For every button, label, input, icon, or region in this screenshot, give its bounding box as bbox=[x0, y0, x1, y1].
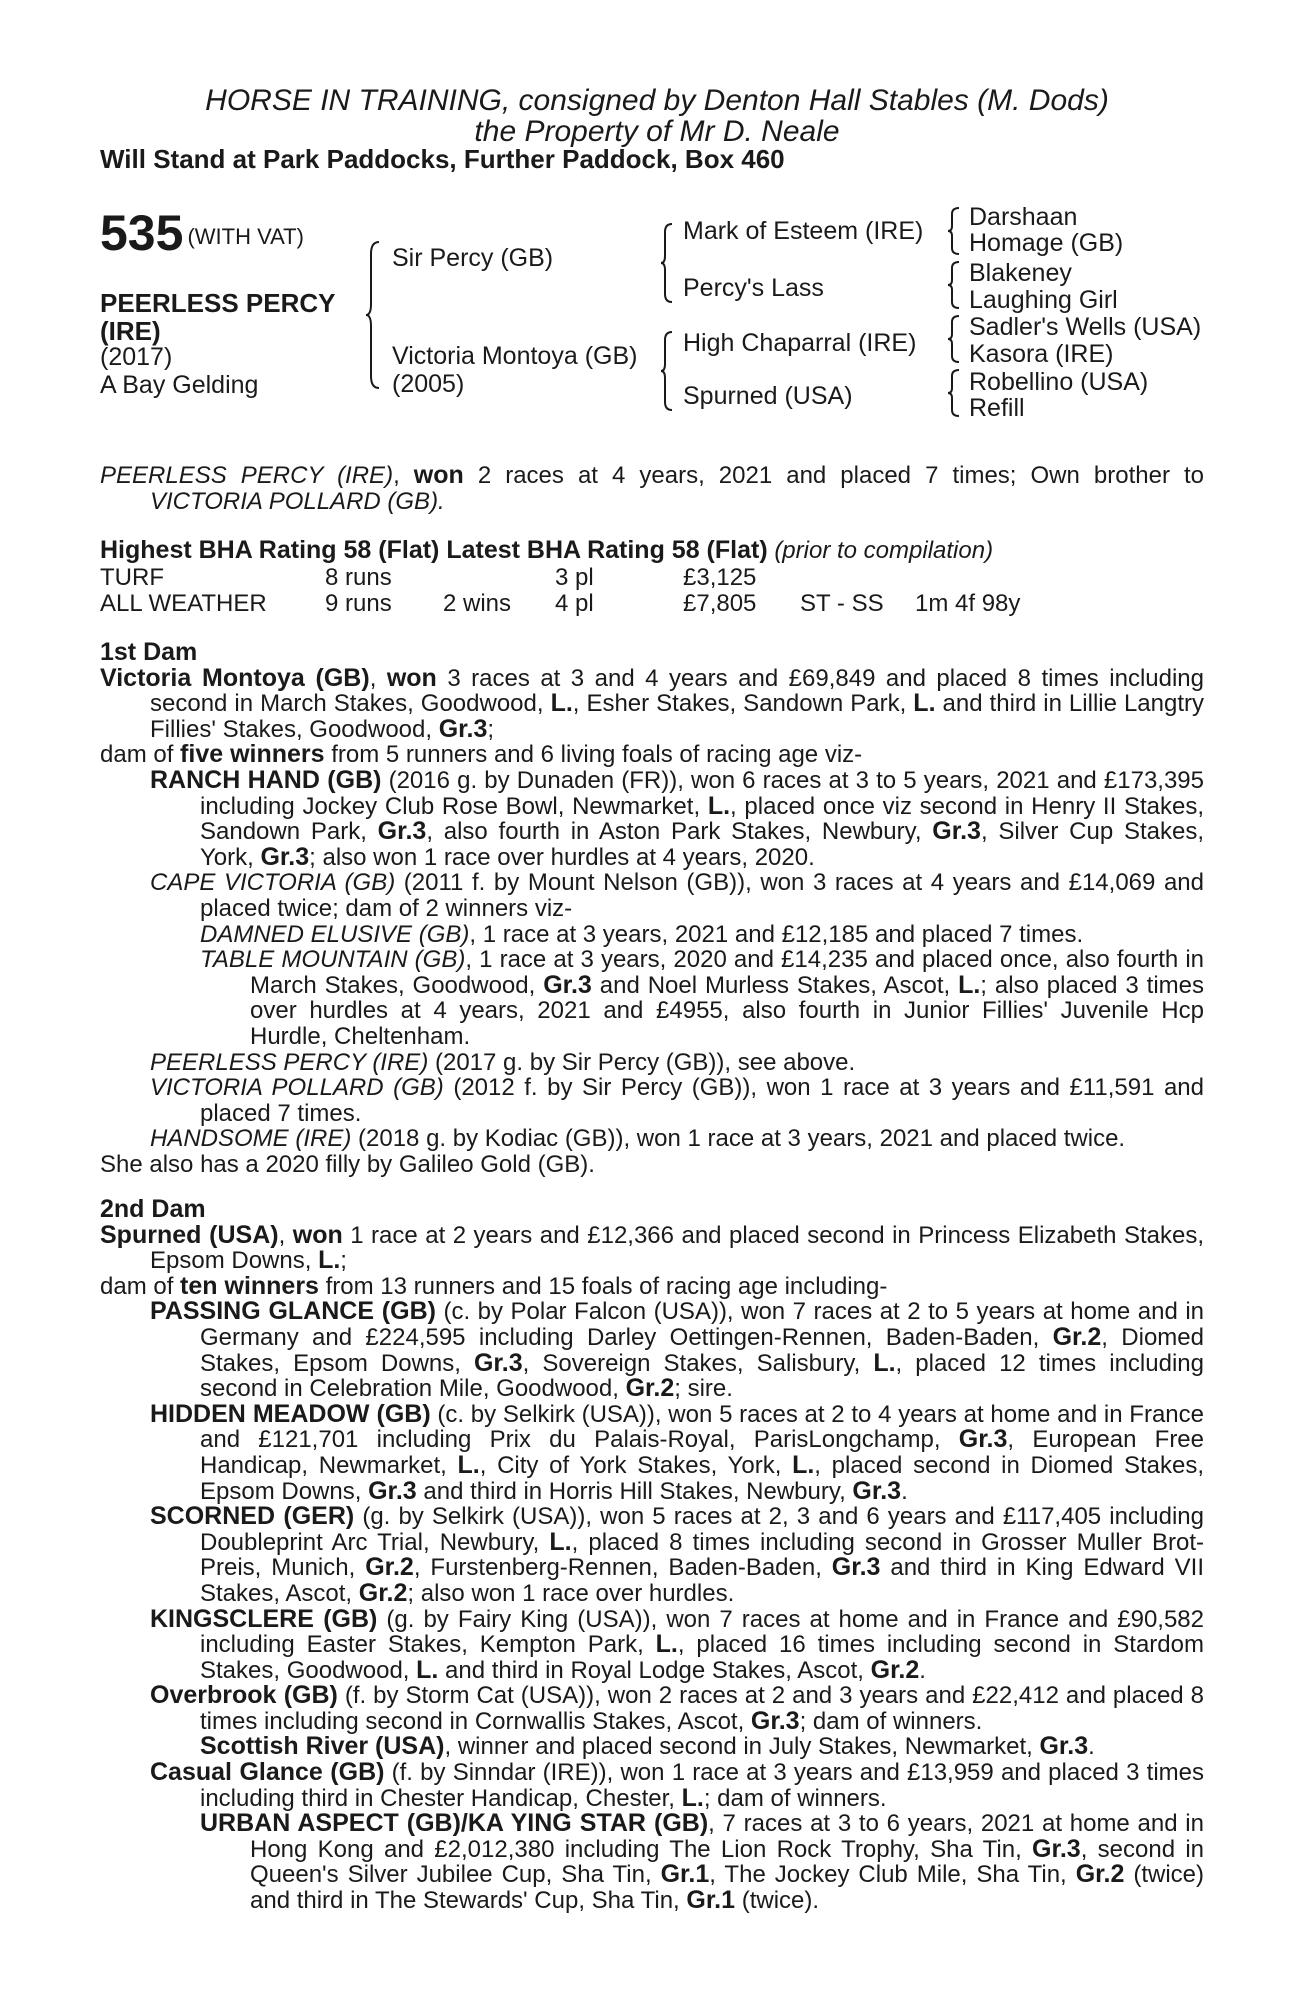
pedigree-g3-4: Laughing Girl bbox=[969, 286, 1118, 314]
first-dam-filly-note: She also has a 2020 filly by Galileo Gold (GB). bbox=[100, 1150, 595, 1178]
first-dam-section bbox=[100, 640, 1204, 1177]
pedigree-brace bbox=[660, 222, 674, 304]
horse-name: PEERLESS PERCY bbox=[100, 288, 336, 318]
pedigree-brace bbox=[947, 260, 961, 310]
list-item: VICTORIA POLLARD (GB) (2012 f. by Sir Percy (GB)), won 1 race at 3 years and £11,591 and placed 7 times. bbox=[150, 1074, 1205, 1127]
property-line: the Property of Mr D. Neale bbox=[474, 115, 840, 148]
race-summary: PEERLESS PERCY (IRE), won 2 races at 4 years, 2021 and placed 7 times; Own brother to VICTORIA POLLARD (GB). bbox=[100, 461, 1204, 515]
pedigree-g3-3: Blakeney bbox=[969, 259, 1072, 287]
pedigree-dam-sire: High Chaparral (IRE) bbox=[683, 329, 917, 357]
horse-year: (2017) bbox=[100, 343, 173, 371]
pedigree-brace bbox=[660, 330, 674, 412]
first-dam-heading: 1st Dam bbox=[100, 638, 198, 666]
list-item: SCORNED (GER) (g. by Selkirk (USA)), won 5 races at 2, 3 and 6 years and £117,405 including Doubleprint Arc Trial, Newbury, L., placed 8 times including second in Grosser Muller Brot-Preis, Munich, Gr.2, Furstenberg-Rennen, Baden-Baden, Gr.3 and third in King Edward VII Stakes, Ascot, Gr.2; also won 1 race over hurdles. bbox=[150, 1502, 1205, 1607]
pedigree-brace bbox=[947, 314, 961, 364]
stand-location: Will Stand at Park Paddocks, Further Paddock, Box 460 bbox=[100, 144, 785, 174]
list-item: Casual Glance (GB) (f. by Sinndar (IRE)), won 1 race at 3 years and £13,959 and placed 3 times including third in Chester Handicap, Chester, L.; dam of winners. bbox=[150, 1758, 1204, 1812]
pedigree-sire-dam: Percy's Lass bbox=[683, 274, 824, 302]
list-item: PASSING GLANCE (GB) (c. by Polar Falcon (USA)), won 7 races at 2 to 5 years at home and in Germany and £224,595 including Darley Oettingen-Rennen, Baden-Baden, Gr.2, Diomed Stakes, Epsom Downs, Gr.3, Sovereign Stakes, Salisbury, L., placed 12 times including second in Celebration Mile, Goodwood, Gr.2; sire. bbox=[150, 1297, 1205, 1403]
lot-number-value: 535 bbox=[100, 205, 184, 261]
pedigree-g3-8: Refill bbox=[969, 394, 1025, 422]
list-item: URBAN ASPECT (GB)/KA YING STAR (GB), 7 races at 3 to 6 years, 2021 at home and in Hong Kong and £2,012,380 including The Lion Rock Trophy, Sha Tin, Gr.3, second in Queen's Silver Jubilee Cup, Sha Tin, Gr.1, The Jockey Club Mile, Sha Tin, Gr.2 (twice) and third in The Stewards' Cup, Sha Tin, Gr.1 (twice). bbox=[200, 1809, 1205, 1915]
first-dam-produce-list bbox=[100, 765, 1205, 1153]
catalogue-page: HORSE IN TRAINING, consigned by Denton Hall Stables (M. Dods) the Property of Mr D. Neale Will Stand at Park Paddocks, Further Paddock, Box 460 535 (WITH VAT) PEERLESS PERCY (IRE) (2017) A Bay Gelding Sir Percy (GB) Victoria Montoya (GB) (2005) Mark of Esteem (IRE) Percy's Lass High Chaparral (IRE) Spurned (USA) Darshaan Homage (GB) Blakeney Laughing Girl Sadler's Wells (USA) Kasora (IRE) Robellino (USA) Refill PEERLESS PERCY (IRE), won 2 races at 4 years, 2021 and placed 7 times; Own brother to VICTORIA POLLARD (GB). Highest BHA Rating 58 (Flat) Latest BHA Rating 58 (Flat) (prior to compilation) TURF 8 runs 3 pl £3,125 ALL WEATHER 9 runs 2 wins 4 pl £7,805 ST - SS 1m 4f 98y 1st Dam Victoria Montoya (GB), won 3 races at 3 and 4 years and £69,849 and placed 8 times including second in March Stakes, Goodwood, L., Esher Stakes, Sandown Park, L. and third in Lillie Langtry Fillies' Stakes, Goodwood, Gr.3; dam of five winners from 5 runners and 6 living foals of racing age viz- RANCH HAND (GB) (2016 g. by Dunaden (FR)), won 6 races at 3 to 5 years, 2021 and £173,395 including Jockey Club Rose Bowl, Newmarket, L., placed once viz second in Henry II Stakes, Sandown Park, Gr.3, also fourth in Aston Park Stakes, Newbury, Gr.3, Silver Cup Stakes, York, Gr.3; also won 1 race over hurdles at 4 years, 2020. CAPE VICTORIA (GB) (2011 f. by Mount Nelson (GB)), won 3 races at 4 years and £14,069 and placed twice; dam of 2 winners viz- DAMNED ELUSIVE (GB), 1 race at 3 years, 2021 and £12,185 and placed 7 times. TABLE MOUNTAIN (GB), 1 race at 3 years, 2020 and £14,235 and placed once, also fourth in March Stakes, Goodwood, Gr.3 and Noel Murless Stakes, Ascot, L.; also placed 3 times over hurdles at 4 years, 2021 and £4955, also fourth in Junior Fillies' Juvenile Hcp Hurdle, Cheltenham. PEERLESS PERCY (IRE) (2017 g. by Sir Percy (GB)), see above. VICTORIA POLLARD (GB) (2012 f. by Sir Percy (GB)), won 1 race at 3 years and £11,591 and placed 7 times. HANDSOME (IRE) (2018 g. by Kodiac (GB)), won 1 race at 3 years, 2021 and placed twice. She also has a 2020 filly by Galileo Gold (GB). 2nd Dam Spurned (USA), won 1 race at 2 years and £12,366 and placed second in Princess Elizabeth Stakes, Epsom Downs, L.; dam of ten winners from 13 runners and 15 foals of racing age including- PASSING GLANCE (GB) (c. by Polar Falcon (USA)), won 7 races at 2 to 5 years at home and in Germany and £224,595 including Darley Oettingen-Rennen, Baden-Baden, Gr.2, Diomed Stakes, Epsom Downs, Gr.3, Sovereign Stakes, Salisbury, L., placed 12 times including second in Celebration Mile, Goodwood, Gr.2; sire. HIDDEN MEADOW (GB) (c. by Selkirk (USA)), won 5 races at 2 to 4 years at home and in France and £121,701 including Prix du Palais-Royal, ParisLongchamp, Gr.3, European Free Handicap, Newmarket, L., City of York Stakes, York, L., placed second in Diomed Stakes, Epsom Downs, Gr.3 and third in Horris Hill Stakes, Newbury, Gr.3. SCORNED (GER) (g. by Selkirk (USA)), won 5 races at 2, 3 and 6 years and £117,405 including Doubleprint Arc Trial, Newbury, L., placed 8 times including second in Grosser Muller Brot-Preis, Munich, Gr.2, Furstenberg-Rennen, Baden-Baden, Gr.3 and third in King Edward VII Stakes, Ascot, Gr.2; also won 1 race over hurdles. KINGSCLERE (GB) (g. by Fairy King (USA)), won 7 races at home and in France and £90,582 including Easter Stakes, Kempton Park, L., placed 16 times including second in Stardom Stakes, Goodwood, L. and third in Royal Lodge Stakes, Ascot, Gr.2. Overbrook (GB) (f. by Storm Cat (USA)), won 2 races at 2 and 3 years and £22,412 and placed 8 times including second in Cornwallis Stakes, Ascot, Gr.3; dam of winners. Scottish River (USA), winner and placed second in July Stakes, Newmarket, Gr.3. Casual Glance (GB) (f. by Sinndar (IRE)), won 1 race at 3 years and £13,959 and placed 3 times including third in Chester Handicap, Chester, L.; dam of winners. URBAN ASPECT (GB)/KA YING STAR (GB), 7 races at 3 to 6 years, 2021 at home and in Hong Kong and £2,012,380 including The Lion Rock Trophy, Sha Tin, Gr.3, second in Queen's Silver Jubilee Cup, Sha Tin, Gr.1, The Jockey Club Mile, Sha Tin, Gr.2 (twice) and third in The Stewards' Cup, Sha Tin, Gr.1 (twice). bbox=[0, 0, 1314, 2000]
list-item: CAPE VICTORIA (GB) (2011 f. by Mount Nelson (GB)), won 3 races at 4 years and £14,069 and placed twice; dam of 2 winners viz- bbox=[150, 869, 1204, 922]
pedigree-dam: Victoria Montoya (GB) bbox=[392, 342, 638, 370]
consignor-line: HORSE IN TRAINING, consigned by Denton Hall Stables (M. Dods) bbox=[205, 84, 1109, 117]
pedigree-brace bbox=[365, 240, 381, 390]
second-dam-record: Spurned (USA), won 1 race at 2 years and £12,366 and placed second in Princess Elizabeth Stakes, Epsom Downs, L.; bbox=[100, 1220, 1204, 1275]
pedigree-sire: Sir Percy (GB) bbox=[392, 244, 554, 272]
pedigree-g3-6: Kasora (IRE) bbox=[969, 340, 1114, 368]
pedigree-brace bbox=[947, 206, 961, 256]
list-item: HIDDEN MEADOW (GB) (c. by Selkirk (USA)), won 5 races at 2 to 4 years at home and in France and £121,701 including Prix du Palais-Royal, ParisLongchamp, Gr.3, European Free Handicap, Newmarket, L., City of York Stakes, York, L., placed second in Diomed Stakes, Epsom Downs, Gr.3 and third in Horris Hill Stakes, Newbury, Gr.3. bbox=[150, 1399, 1205, 1505]
list-item: Scottish River (USA), winner and placed second in July Stakes, Newmarket, Gr.3. bbox=[200, 1732, 1095, 1761]
list-item: PEERLESS PERCY (IRE) (2017 g. by Sir Percy (GB)), see above. bbox=[150, 1048, 856, 1076]
list-item: KINGSCLERE (GB) (g. by Fairy King (USA)), won 7 races at home and in France and £90,582 including Easter Stakes, Kempton Park, L., placed 16 times including second in Stardom Stakes, Goodwood, L. and third in Royal Lodge Stakes, Ascot, Gr.2. bbox=[150, 1604, 1205, 1684]
pedigree-sire-sire: Mark of Esteem (IRE) bbox=[683, 217, 924, 245]
pedigree-brace bbox=[947, 368, 961, 418]
horse-description: A Bay Gelding bbox=[100, 371, 259, 399]
pedigree-g3-1: Darshaan bbox=[969, 203, 1078, 231]
pedigree-dam-year: (2005) bbox=[392, 370, 465, 398]
pedigree-dam-dam: Spurned (USA) bbox=[683, 382, 853, 410]
second-dam-produce-list bbox=[100, 1299, 1204, 1913]
list-item: DAMNED ELUSIVE (GB), 1 race at 3 years, 2021 and £12,185 and placed 7 times. bbox=[200, 920, 1084, 948]
list-item: HANDSOME (IRE) (2018 g. by Kodiac (GB)), won 1 race at 3 years, 2021 and placed twice. bbox=[150, 1125, 1126, 1153]
list-item: TABLE MOUNTAIN (GB), 1 race at 3 years, 2020 and £14,235 and placed once, also fourth in March Stakes, Goodwood, Gr.3 and Noel Murless Stakes, Ascot, L.; also placed 3 times over hurdles at 4 years, 2021 and £4955, also fourth in Junior Fillies' Juvenile Hcp Hurdle, Cheltenham. bbox=[200, 946, 1205, 1050]
second-dam-produce-summary: dam of ten winners from 13 runners and 15 foals of racing age including- bbox=[100, 1271, 888, 1300]
list-item: Overbrook (GB) (f. by Storm Cat (USA)), won 2 races at 2 and 3 years and £22,412 and placed 8 times including second in Cornwallis Stakes, Ascot, Gr.3; dam of winners. bbox=[150, 1681, 1204, 1735]
pedigree-g3-7: Robellino (USA) bbox=[969, 368, 1149, 396]
second-dam-section bbox=[100, 1197, 1204, 1914]
second-dam-heading: 2nd Dam bbox=[100, 1195, 206, 1223]
pedigree-g3-5: Sadler's Wells (USA) bbox=[969, 313, 1202, 341]
horse-country: (IRE) bbox=[100, 316, 161, 346]
first-dam-record: Victoria Montoya (GB), won 3 races at 3 and 4 years and £69,849 and placed 8 times including second in March Stakes, Goodwood, L., Esher Stakes, Sandown Park, L. and third in Lillie Langtry Fillies' Stakes, Goodwood, Gr.3; bbox=[100, 663, 1205, 743]
first-dam-produce-summary: dam of five winners from 5 runners and 6 living foals of racing age viz- bbox=[100, 740, 863, 769]
list-item: RANCH HAND (GB) (2016 g. by Dunaden (FR)), won 6 races at 3 to 5 years, 2021 and £173,395 including Jockey Club Rose Bowl, Newmarket, L., placed once viz second in Henry II Stakes, Sandown Park, Gr.3, also fourth in Aston Park Stakes, Newbury, Gr.3, Silver Cup Stakes, York, Gr.3; also won 1 race over hurdles at 4 years, 2020. bbox=[150, 765, 1205, 871]
bha-ratings: Highest BHA Rating 58 (Flat) Latest BHA Rating 58 (Flat) (prior to compilation) bbox=[100, 536, 994, 564]
pedigree-g3-2: Homage (GB) bbox=[969, 229, 1124, 257]
vat-label: (WITH VAT) bbox=[187, 224, 304, 249]
lot-number bbox=[100, 206, 304, 264]
